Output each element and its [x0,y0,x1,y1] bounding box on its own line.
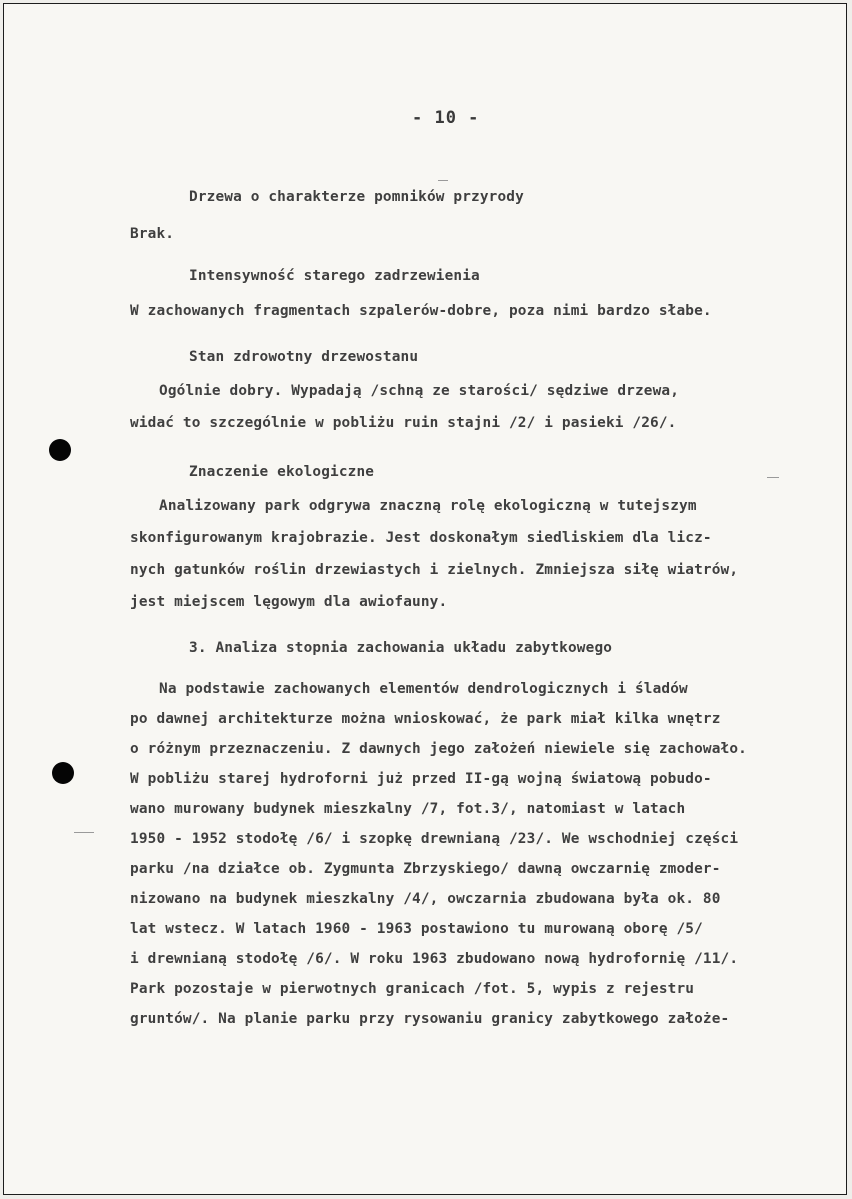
text-line: skonfigurowanym krajobrazie. Jest doskonałym siedliskiem dla licz- [130,530,712,546]
page-number: - 10 - [412,108,480,128]
text-line: W zachowanych fragmentach szpalerów-dobre, poza nimi bardzo słabe. [130,303,712,319]
text-line: Brak. [130,226,175,242]
text-line: Park pozostaje w pierwotnych granicach /fot. 5, wypis z rejestru [130,981,695,997]
text-line: parku /na działce ob. Zygmunta Zbrzyskiego/ dawną owczarnię zmoder- [130,861,721,877]
stray-mark [438,180,448,181]
document-page [3,3,847,1195]
text-line: i drewnianą stodołę /6/. W roku 1963 zbudowano nową hydrofornię /11/. [130,951,739,967]
section-heading: Drzewa o charakterze pomników przyrody [189,189,524,205]
text-line: wano murowany budynek mieszkalny /7, fot.3/, natomiast w latach [130,801,686,817]
stray-mark [74,832,94,833]
text-line: jest miejscem lęgowym dla awiofauny. [130,594,448,610]
section-heading: Stan zdrowotny drzewostanu [189,349,419,365]
text-line: gruntów/. Na planie parku przy rysowaniu granicy zabytkowego założe- [130,1011,730,1027]
text-line: Na podstawie zachowanych elementów dendrologicznych i śladów [159,681,688,697]
section-heading: Intensywność starego zadrzewienia [189,268,480,284]
text-line: W pobliżu starej hydroforni już przed II-gą wojną światową pobudo- [130,771,712,787]
text-line: nych gatunków roślin drzewiastych i zielnych. Zmniejsza siłę wiatrów, [130,562,739,578]
punch-hole [49,439,71,461]
text-line: o różnym przeznaczeniu. Z dawnych jego założeń niewiele się zachowało. [130,741,747,757]
text-line: Ogólnie dobry. Wypadają /schną ze starości/ sędziwe drzewa, [159,383,680,399]
text-line: widać to szczególnie w pobliżu ruin stajni /2/ i pasieki /26/. [130,415,677,431]
punch-hole [52,762,74,784]
stray-mark [767,477,779,478]
text-line: po dawnej architekturze można wnioskować, że park miał kilka wnętrz [130,711,721,727]
text-line: Analizowany park odgrywa znaczną rolę ekologiczną w tutejszym [159,498,697,514]
text-line: nizowano na budynek mieszkalny /4/, owczarnia zbudowana była ok. 80 [130,891,721,907]
text-line: 1950 - 1952 stodołę /6/ i szopkę drewnianą /23/. We wschodniej części [130,831,739,847]
section-heading: 3. Analiza stopnia zachowania układu zabytkowego [189,640,613,656]
section-heading: Znaczenie ekologiczne [189,464,375,480]
text-line: lat wstecz. W latach 1960 - 1963 postawiono tu murowaną oborę /5/ [130,921,703,937]
